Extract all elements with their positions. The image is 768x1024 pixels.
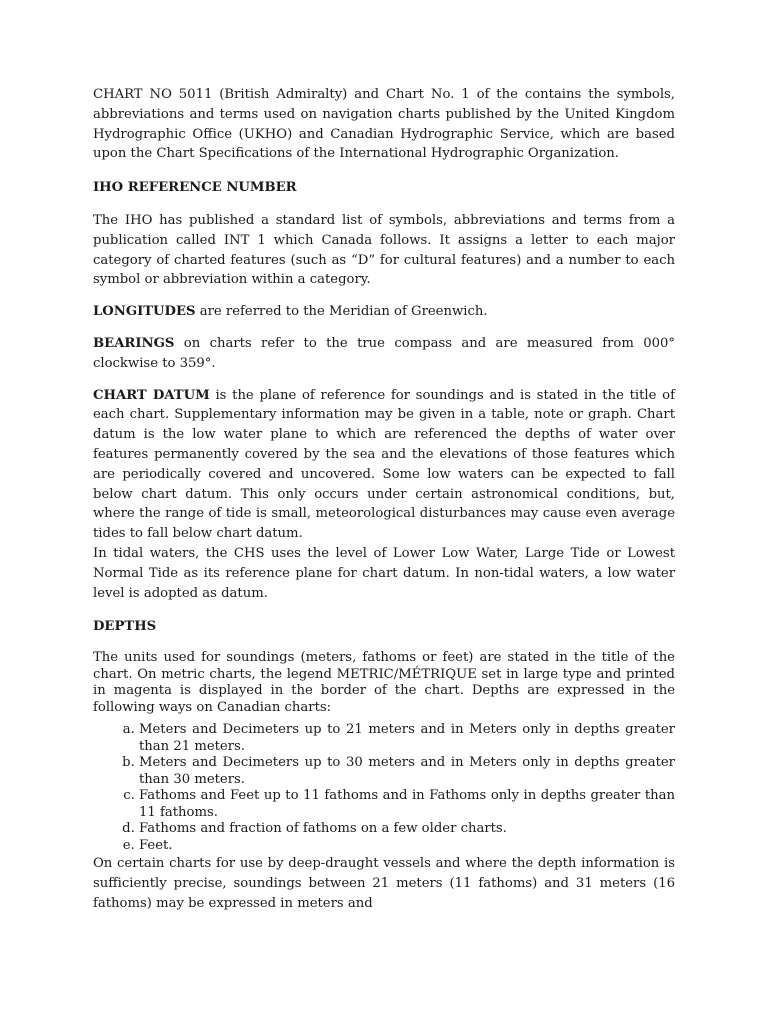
list-item: d. Fathoms and fraction of fathoms on a few older charts. — [139, 821, 675, 838]
iho-paragraph: The IHO has published a standard list of symbols, abbreviations and terms from a publication called INT 1 which Canada follows. It assigns a letter to each major category of charted features (such as “D” for cultural features) and a number to each symbol or abbreviation within a category. — [93, 212, 675, 288]
depths-heading: DEPTHS — [93, 619, 157, 635]
depths-paragraph: The units used for soundings (meters, fathoms or feet) are stated in the title of the chart. On metric charts, the legend METRIC/MÉTRIQUE set in large type and printed in magenta is displayed in the border of the chart. Depths are expressed in the following ways on Canadian charts: — [93, 650, 675, 715]
chart-datum-text: is the plane of reference for soundings and is stated in the title of each chart. Supplementary information may be given in a table, note or graph. Chart datum is the low water plane to which are referenced the depths of water over features permanently covered by the sea and the elevations of those features which are periodically covered and uncovered. Some low waters can be expected to fall below chart datum. This only occurs under certain astronomical conditions, but, where the range of tide is small, meteorological disturbances may cause even average tides to fall below chart datum. — [93, 387, 675, 542]
list-item: a. Meters and Decimeters up to 21 meters and in Meters only in depths greater than 21 meters. — [139, 722, 675, 755]
list-item: e. Feet. — [139, 838, 675, 855]
tidal-waters-paragraph: In tidal waters, the CHS uses the level of Lower Low Water, Large Tide or Lowest Normal Tide as its reference plane for chart datum. In non-tidal waters, a low water level is adopted as datum. — [93, 545, 675, 601]
longitudes-text: are referred to the Meridian of Greenwich. — [195, 304, 488, 320]
bearings-paragraph — [93, 334, 675, 374]
depths-list — [93, 722, 675, 854]
bearings-text: on charts refer to the true compass and are measured from 000° clockwise to 359°. — [93, 335, 675, 371]
chart-datum-term: CHART DATUM — [93, 387, 210, 403]
longitudes-paragraph — [93, 302, 675, 322]
list-item: c. Fathoms and Feet up to 11 fathoms and in Fathoms only in depths greater than 11 fathoms. — [139, 788, 675, 821]
bearings-term: BEARINGS — [93, 335, 175, 351]
document-page — [93, 85, 675, 914]
list-item: b. Meters and Decimeters up to 30 meters and in Meters only in depths greater than 30 meters. — [139, 755, 675, 788]
intro-paragraph: CHART NO 5011 (British Admiralty) and Chart No. 1 of the contains the symbols, abbreviations and terms used on navigation charts published by the United Kingdom Hydrographic Office (UKHO) and Canadian Hydrographic Service, which are based upon the Chart Specifications of the International Hydrographic Organization. — [93, 87, 675, 162]
deep-draught-paragraph: On certain charts for use by deep-draught vessels and where the depth information is sufficiently precise, soundings between 21 meters (11 fathoms) and 31 meters (16 fathoms) may be expressed in meters and — [93, 856, 675, 911]
iho-heading: IHO REFERENCE NUMBER — [93, 180, 297, 196]
longitudes-term: LONGITUDES — [93, 304, 196, 320]
chart-datum-paragraph — [93, 386, 675, 544]
